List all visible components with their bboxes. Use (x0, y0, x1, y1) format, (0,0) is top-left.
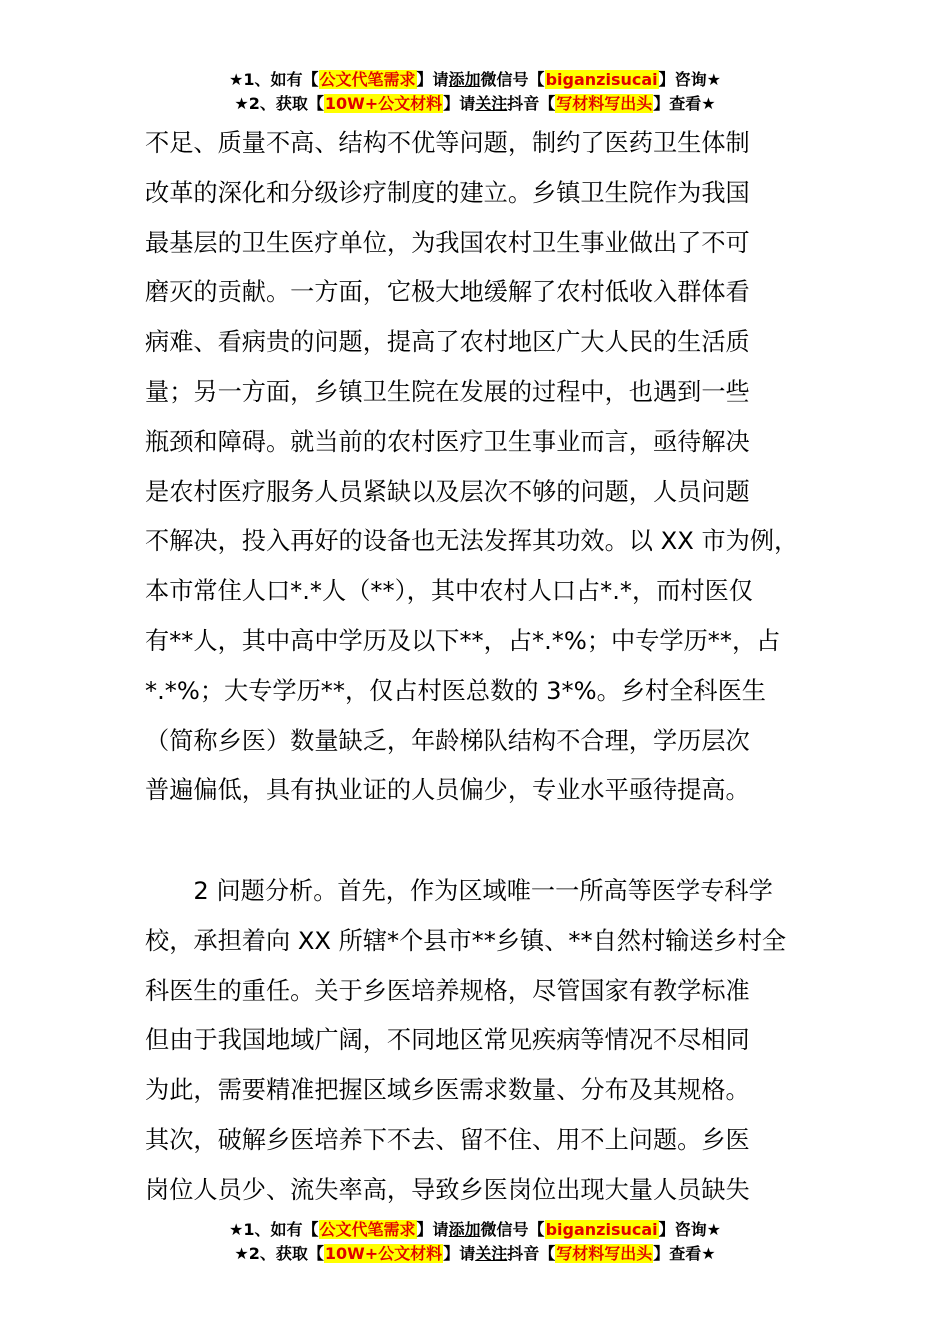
promo-underline-text: 关注 (475, 1244, 508, 1263)
promo-text: 】查看★ (653, 1244, 716, 1263)
promo-highlight: 公文代笔需求 (319, 1220, 416, 1239)
document-paragraph-1 (145, 119, 810, 816)
promo-line-2 (0, 92, 950, 116)
text-line: 科医生的重任。关于乡医培养规格，尽管国家有教学标准 (145, 976, 750, 1005)
promo-text: 抖音【 (507, 94, 556, 113)
promo-text: 】查看★ (653, 94, 716, 113)
text-line: 磨灭的贡献。一方面，它极大地缓解了农村低收入群体看 (145, 278, 750, 307)
promo-text: 微信号【 (480, 70, 545, 89)
text-line: 不解决，投入再好的设备也无法发挥其功效。以 XX 市为例， (145, 527, 799, 556)
promo-highlight: 10W+公文材料 (324, 1244, 443, 1263)
text-line: 不足、质量不高、结构不优等问题，制约了医药卫生体制 (145, 129, 750, 157)
promo-wechat-id: biganzisucai (545, 1220, 658, 1239)
promo-text: ★2、获取【 (234, 94, 324, 113)
promo-line-2 (0, 1242, 950, 1266)
text-line: *.*%；大专学历**，仅占村医总数的 3*%。乡村全科医生 (145, 676, 766, 705)
promo-text: 微信号【 (480, 1220, 545, 1239)
top-promo-banner (0, 68, 950, 116)
text-line: （简称乡医）数量缺乏，年龄梯队结构不合理，学历层次 (145, 726, 750, 755)
text-line: 本市常住人口*.*人（**），其中农村人口占*.*，而村医仅 (145, 577, 753, 606)
text-line: 有**人，其中高中学历及以下**，占*.*%；中专学历**，占 (145, 626, 781, 655)
promo-text: ★2、获取【 (234, 1244, 324, 1263)
text-line: 是农村医疗服务人员紧缺以及层次不够的问题，人员问题 (145, 477, 750, 506)
bottom-promo-banner (0, 1218, 950, 1266)
text-line: 改革的深化和分级诊疗制度的建立。乡镇卫生院作为我国 (145, 178, 750, 207)
promo-text: 】请 (443, 1244, 476, 1263)
text-line: 量；另一方面，乡镇卫生院在发展的过程中，也遇到一些 (145, 377, 750, 406)
text-line: 2 问题分析。首先，作为区域唯一一所高等医学专科学 (145, 877, 773, 905)
promo-text: 抖音【 (507, 1244, 556, 1263)
text-line: 最基层的卫生医疗单位，为我国农村卫生事业做出了不可 (145, 228, 750, 257)
promo-line-1 (0, 1218, 950, 1242)
text-line: 病难、看病贵的问题，提高了农村地区广大人民的生活质 (145, 328, 750, 357)
promo-highlight: 公文代笔需求 (319, 70, 416, 89)
text-line: 普遍偏低，具有执业证的人员偏少，专业水平亟待提高。 (145, 776, 750, 805)
promo-underline-text: 添加 (448, 70, 481, 89)
promo-text: 】咨询★ (658, 1220, 721, 1239)
text-line: 岗位人员少、流失率高，导致乡医岗位出现大量人员缺失 (145, 1175, 750, 1204)
text-line: 瓶颈和障碍。就当前的农村医疗卫生事业而言，亟待解决 (145, 427, 750, 456)
promo-text: 】请 (416, 70, 449, 89)
promo-text: 】请 (416, 1220, 449, 1239)
promo-underline-text: 添加 (448, 1220, 481, 1239)
text-line: 校，承担着向 XX 所辖*个县市**乡镇、**自然村输送乡村全 (145, 926, 787, 955)
promo-text: ★1、如有【 (229, 1220, 319, 1239)
promo-douyin-id: 写材料写出头 (556, 94, 653, 113)
promo-highlight: 10W+公文材料 (324, 94, 443, 113)
promo-line-1 (0, 68, 950, 92)
promo-wechat-id: biganzisucai (545, 70, 658, 89)
promo-douyin-id: 写材料写出头 (556, 1244, 653, 1263)
promo-text: 】咨询★ (658, 70, 721, 89)
text-line: 为此，需要精准把握区域乡医需求数量、分布及其规格。 (145, 1076, 750, 1105)
document-paragraph-2 (145, 867, 810, 1216)
text-line: 其次，破解乡医培养下不去、留不住、用不上问题。乡医 (145, 1125, 750, 1154)
promo-text: ★1、如有【 (229, 70, 319, 89)
promo-underline-text: 关注 (475, 94, 508, 113)
promo-text: 】请 (443, 94, 476, 113)
text-line: 但由于我国地域广阔，不同地区常见疾病等情况不尽相同 (145, 1026, 750, 1055)
